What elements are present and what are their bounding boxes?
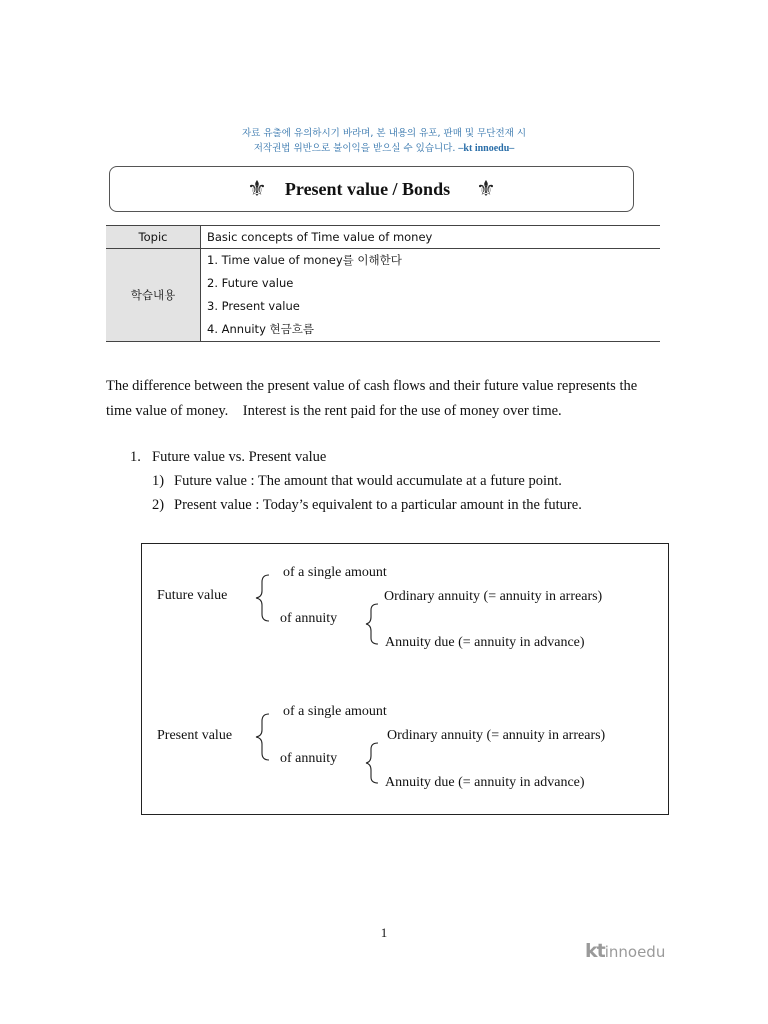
kt-innoedu-logo bbox=[585, 940, 665, 962]
content-item: 1. Time value of money를 이해한다 bbox=[207, 253, 402, 267]
copyright-notice bbox=[0, 126, 768, 156]
list-item-text: Present value : Today’s equivalent to a particular amount in the future. bbox=[174, 497, 582, 513]
future-annuity-due: Annuity due (= annuity in advance) bbox=[385, 635, 585, 650]
present-ordinary-annuity: Ordinary annuity (= annuity in arrears) bbox=[387, 728, 606, 743]
future-annuity: of annuity bbox=[280, 611, 338, 626]
present-annuity-due: Annuity due (= annuity in advance) bbox=[385, 775, 585, 790]
topic-label: Topic bbox=[106, 226, 201, 249]
content-item: 2. Future value bbox=[207, 276, 294, 290]
classification-diagram bbox=[141, 543, 669, 815]
page-title: Present value / Bonds bbox=[284, 178, 451, 199]
fleur-de-lis-icon: ⚜ bbox=[476, 176, 496, 202]
content-item: 4. Annuity 현금흐름 bbox=[207, 322, 314, 336]
intro-paragraph bbox=[106, 374, 666, 424]
lesson-info-table bbox=[106, 225, 660, 342]
future-single-amount: of a single amount bbox=[283, 565, 387, 580]
page-number: 1 bbox=[380, 925, 388, 940]
topic-value: Basic concepts of Time value of money bbox=[201, 226, 661, 249]
list-item-text: Future value : The amount that would accumulate at a future point. bbox=[174, 473, 562, 489]
list-item-number: 2) bbox=[152, 497, 165, 513]
paragraph-line-1: The difference between the present value of cash flows and their future value represents the bbox=[106, 378, 638, 394]
logo-kt: kt bbox=[585, 940, 605, 962]
list-item bbox=[152, 493, 582, 517]
present-annuity: of annuity bbox=[280, 751, 338, 766]
list-item-number: 1) bbox=[152, 473, 165, 489]
topic-row bbox=[106, 226, 660, 249]
content-items bbox=[201, 249, 661, 342]
section-items bbox=[152, 469, 582, 517]
fleur-de-lis-icon: ⚜ bbox=[247, 176, 267, 202]
list-item bbox=[152, 469, 582, 493]
content-label: 학습내용 bbox=[106, 249, 201, 342]
logo-innoedu: innoedu bbox=[604, 943, 666, 961]
notice-line-1: 자료 유출에 유의하시기 바라며, 본 내용의 유포, 판매 및 무단전재 시 bbox=[241, 128, 527, 139]
section-number: 1. bbox=[130, 449, 141, 465]
section-heading bbox=[130, 446, 326, 469]
paragraph-line-2: time value of money. Interest is the rent paid for the use of money over time. bbox=[106, 403, 562, 419]
title-box bbox=[109, 166, 634, 212]
present-single-amount: of a single amount bbox=[283, 704, 387, 719]
notice-brand: –kt innoedu– bbox=[458, 143, 515, 154]
future-value-label: Future value bbox=[157, 588, 228, 603]
section-title: Future value vs. Present value bbox=[152, 449, 327, 465]
present-value-label: Present value bbox=[157, 728, 233, 743]
future-ordinary-annuity: Ordinary annuity (= annuity in arrears) bbox=[384, 589, 603, 604]
content-row bbox=[106, 249, 660, 342]
notice-line-2 bbox=[0, 141, 768, 156]
content-item: 3. Present value bbox=[207, 299, 300, 313]
notice-line-2-text: 저작권법 위반으로 불이익을 받으실 수 있습니다. bbox=[253, 143, 456, 154]
